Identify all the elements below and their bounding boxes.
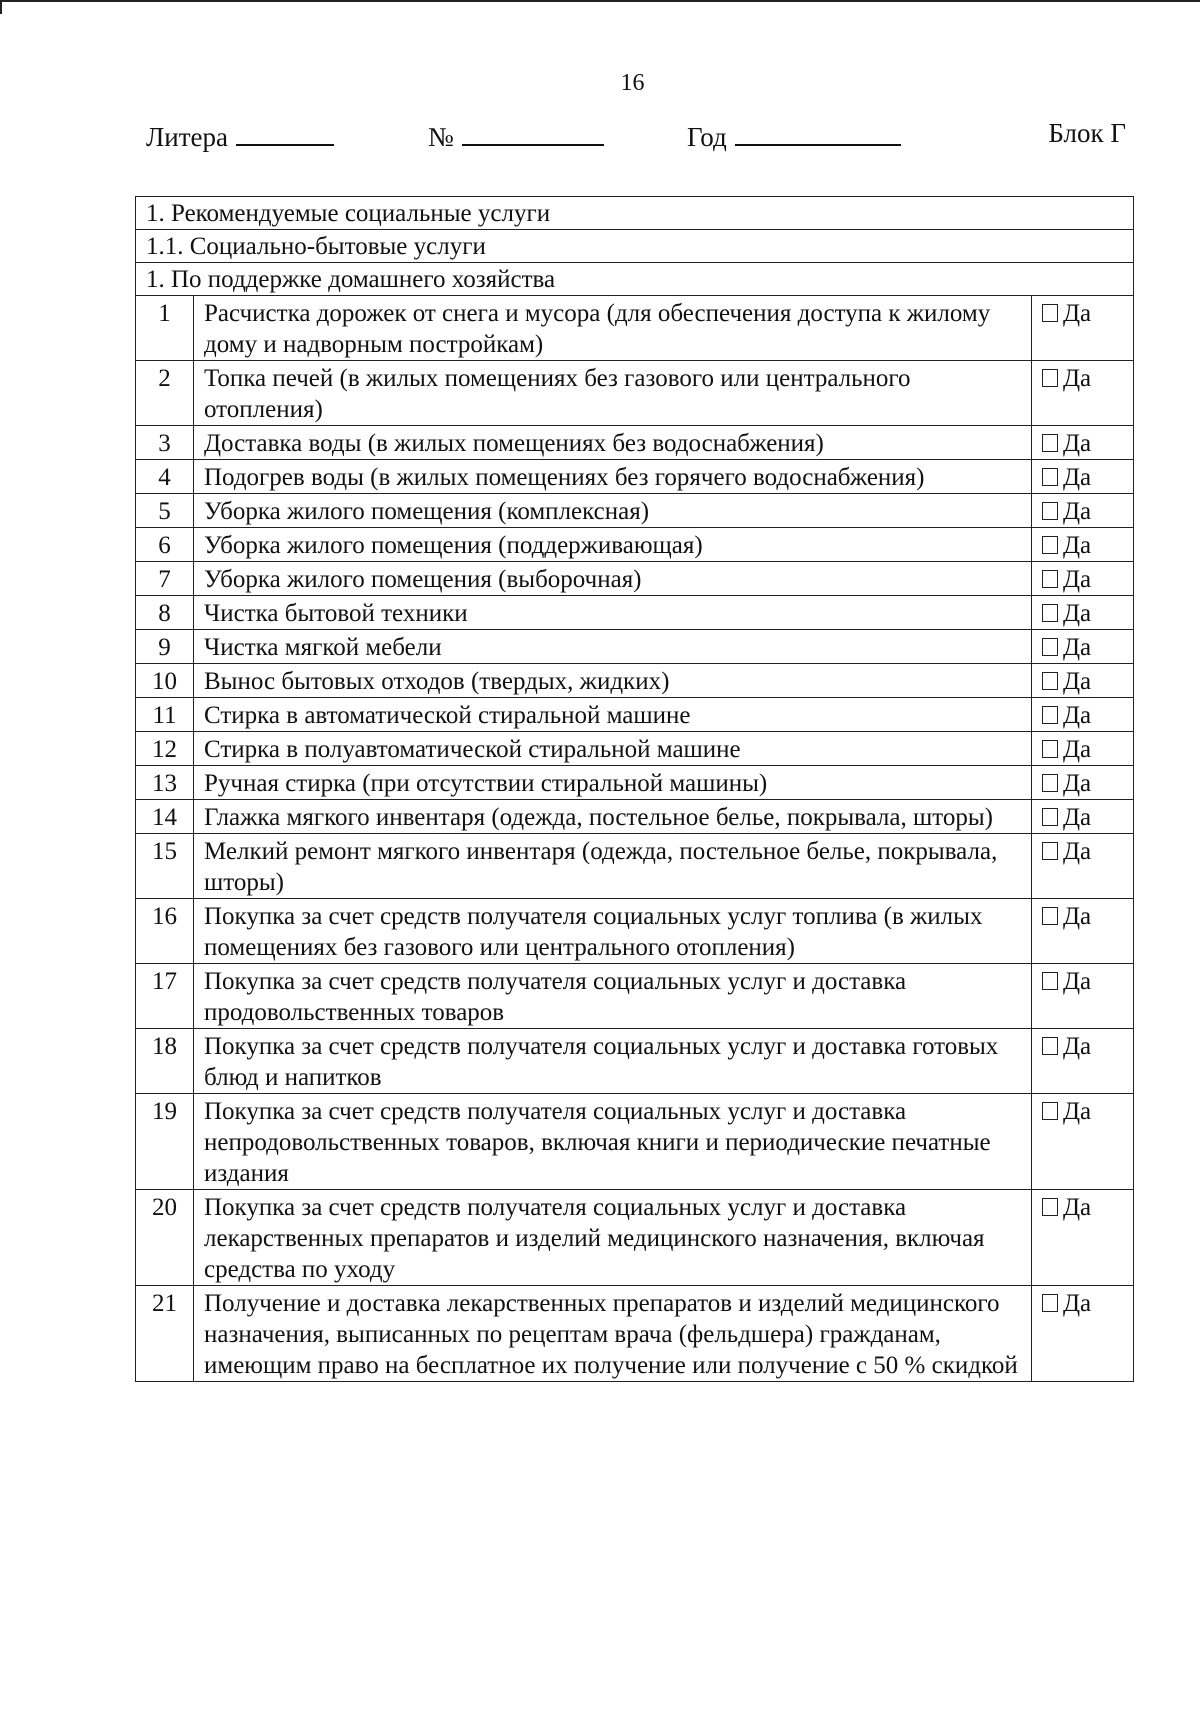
scan-top-edge xyxy=(0,0,1200,2)
table-row xyxy=(136,800,1134,834)
service-name: Уборка жилого помещения (поддерживающая) xyxy=(194,528,1032,562)
checkbox-icon[interactable] xyxy=(1042,1037,1058,1055)
checkbox-icon[interactable] xyxy=(1042,570,1058,588)
table-row xyxy=(136,361,1134,426)
yes-option[interactable] xyxy=(1032,296,1134,361)
litera-label: Литера xyxy=(146,122,229,152)
yes-option[interactable] xyxy=(1032,698,1134,732)
section-row xyxy=(136,263,1134,296)
checkbox-icon[interactable] xyxy=(1042,842,1058,860)
service-name: Покупка за счет средств получателя социальных услуг и доставка лекарственных препаратов и изделий медицинского назначения, включая средства по уходу xyxy=(194,1190,1032,1286)
yes-label: Да xyxy=(1063,430,1092,457)
row-number: 7 xyxy=(136,562,194,596)
row-number: 5 xyxy=(136,494,194,528)
yes-label: Да xyxy=(1063,702,1092,729)
yes-label: Да xyxy=(1063,464,1092,491)
service-name: Стирка в автоматической стиральной машине xyxy=(194,698,1032,732)
row-number: 10 xyxy=(136,664,194,698)
row-number: 20 xyxy=(136,1190,194,1286)
row-number: 4 xyxy=(136,460,194,494)
service-name: Покупка за счет средств получателя социальных услуг топлива (в жилых помещениях без газового или центрального отопления) xyxy=(194,899,1032,964)
section-social-household: 1.1. Социально-бытовые услуги xyxy=(136,230,1134,263)
table-row xyxy=(136,528,1134,562)
table-row xyxy=(136,296,1134,361)
table-row xyxy=(136,766,1134,800)
number-label: № xyxy=(428,122,454,152)
service-name: Вынос бытовых отходов (твердых, жидких) xyxy=(194,664,1032,698)
service-name: Расчистка дорожек от снега и мусора (для обеспечения доступа к жилому дому и надворным постройкам) xyxy=(194,296,1032,361)
section-household-support: 1. По поддержке домашнего хозяйства xyxy=(136,263,1134,296)
checkbox-icon[interactable] xyxy=(1042,706,1058,724)
yes-label: Да xyxy=(1063,804,1092,831)
service-name: Глажка мягкого инвентаря (одежда, постельное белье, покрывала, шторы) xyxy=(194,800,1032,834)
litera-blank[interactable] xyxy=(236,118,334,146)
checkbox-icon[interactable] xyxy=(1042,1294,1058,1312)
service-name: Покупка за счет средств получателя социальных услуг и доставка готовых блюд и напитков xyxy=(194,1029,1032,1094)
yes-option[interactable] xyxy=(1032,766,1134,800)
yes-option[interactable] xyxy=(1032,562,1134,596)
service-name: Покупка за счет средств получателя социальных услуг и доставка продовольственных товаров xyxy=(194,964,1032,1029)
table-row xyxy=(136,562,1134,596)
checkbox-icon[interactable] xyxy=(1042,1102,1058,1120)
service-name: Получение и доставка лекарственных препаратов и изделий медицинского назначения, выписанных по рецептам врача (фельдшера) гражданам, имеющим право на бесплатное их получение или получение с 50 % скидкой xyxy=(194,1286,1032,1382)
checkbox-icon[interactable] xyxy=(1042,604,1058,622)
number-blank[interactable] xyxy=(462,118,604,146)
table-row xyxy=(136,1029,1134,1094)
yes-option[interactable] xyxy=(1032,596,1134,630)
yes-label: Да xyxy=(1063,498,1092,525)
yes-label: Да xyxy=(1063,634,1092,661)
yes-label: Да xyxy=(1063,1194,1092,1221)
row-number: 14 xyxy=(136,800,194,834)
row-number: 21 xyxy=(136,1286,194,1382)
service-name: Чистка мягкой мебели xyxy=(194,630,1032,664)
table-row xyxy=(136,698,1134,732)
service-name: Подогрев воды (в жилых помещениях без горячего водоснабжения) xyxy=(194,460,1032,494)
service-name: Стирка в полуавтоматической стиральной машине xyxy=(194,732,1032,766)
litera-field xyxy=(146,118,334,153)
row-number: 9 xyxy=(136,630,194,664)
table-row xyxy=(136,426,1134,460)
checkbox-icon[interactable] xyxy=(1042,369,1058,387)
page-number: 16 xyxy=(620,70,645,96)
yes-option[interactable] xyxy=(1032,1029,1134,1094)
yes-label: Да xyxy=(1063,1098,1092,1125)
yes-label: Да xyxy=(1063,532,1092,559)
yes-option[interactable] xyxy=(1032,964,1134,1029)
yes-label: Да xyxy=(1063,668,1092,695)
services-table-body xyxy=(136,197,1134,1382)
row-number: 13 xyxy=(136,766,194,800)
table-row xyxy=(136,664,1134,698)
yes-option[interactable] xyxy=(1032,460,1134,494)
yes-label: Да xyxy=(1063,968,1092,995)
row-number: 18 xyxy=(136,1029,194,1094)
form-header xyxy=(146,118,1126,152)
yes-option[interactable] xyxy=(1032,1190,1134,1286)
yes-option[interactable] xyxy=(1032,361,1134,426)
yes-label: Да xyxy=(1063,566,1092,593)
yes-label: Да xyxy=(1063,838,1092,865)
service-name: Мелкий ремонт мягкого инвентаря (одежда, постельное белье, покрывала, шторы) xyxy=(194,834,1032,899)
table-row xyxy=(136,899,1134,964)
table-row xyxy=(136,596,1134,630)
yes-option[interactable] xyxy=(1032,732,1134,766)
year-field xyxy=(687,118,901,153)
table-row xyxy=(136,964,1134,1029)
section-row xyxy=(136,230,1134,263)
yes-option[interactable] xyxy=(1032,899,1134,964)
row-number: 15 xyxy=(136,834,194,899)
checkbox-icon[interactable] xyxy=(1042,808,1058,826)
table-row xyxy=(136,732,1134,766)
yes-label: Да xyxy=(1063,770,1092,797)
yes-label: Да xyxy=(1063,300,1092,327)
row-number: 8 xyxy=(136,596,194,630)
block-label: Блок Г xyxy=(1048,118,1126,148)
service-name: Покупка за счет средств получателя социальных услуг и доставка непродовольственных товаров, включая книги и периодические печатные издания xyxy=(194,1094,1032,1190)
service-name: Доставка воды (в жилых помещениях без водоснабжения) xyxy=(194,426,1032,460)
yes-option[interactable] xyxy=(1032,664,1134,698)
yes-label: Да xyxy=(1063,736,1092,763)
yes-label: Да xyxy=(1063,1033,1092,1060)
row-number: 1 xyxy=(136,296,194,361)
service-name: Уборка жилого помещения (комплексная) xyxy=(194,494,1032,528)
year-label: Год xyxy=(687,122,727,152)
yes-label: Да xyxy=(1063,1290,1092,1317)
section-recommended: 1. Рекомендуемые социальные услуги xyxy=(136,197,1134,230)
yes-label: Да xyxy=(1063,600,1092,627)
yes-option[interactable] xyxy=(1032,834,1134,899)
checkbox-icon[interactable] xyxy=(1042,907,1058,925)
row-number: 2 xyxy=(136,361,194,426)
table-row xyxy=(136,1094,1134,1190)
checkbox-icon[interactable] xyxy=(1042,638,1058,656)
checkbox-icon[interactable] xyxy=(1042,672,1058,690)
table-row xyxy=(136,834,1134,899)
table-row xyxy=(136,1190,1134,1286)
table-row xyxy=(136,1286,1134,1382)
service-name: Ручная стирка (при отсутствии стиральной машины) xyxy=(194,766,1032,800)
checkbox-icon[interactable] xyxy=(1042,536,1058,554)
yes-option[interactable] xyxy=(1032,800,1134,834)
year-blank[interactable] xyxy=(735,118,901,146)
yes-option[interactable] xyxy=(1032,1094,1134,1190)
row-number: 11 xyxy=(136,698,194,732)
section-row xyxy=(136,197,1134,230)
row-number: 19 xyxy=(136,1094,194,1190)
checkbox-icon[interactable] xyxy=(1042,468,1058,486)
yes-option[interactable] xyxy=(1032,1286,1134,1382)
checkbox-icon[interactable] xyxy=(1042,774,1058,792)
table-row xyxy=(136,630,1134,664)
checkbox-icon[interactable] xyxy=(1042,304,1058,322)
yes-label: Да xyxy=(1063,365,1092,392)
table-row xyxy=(136,460,1134,494)
services-table xyxy=(135,196,1134,1382)
row-number: 12 xyxy=(136,732,194,766)
row-number: 3 xyxy=(136,426,194,460)
yes-option[interactable] xyxy=(1032,528,1134,562)
service-name: Чистка бытовой техники xyxy=(194,596,1032,630)
checkbox-icon[interactable] xyxy=(1042,434,1058,452)
row-number: 16 xyxy=(136,899,194,964)
yes-label: Да xyxy=(1063,903,1092,930)
yes-option[interactable] xyxy=(1032,630,1134,664)
checkbox-icon[interactable] xyxy=(1042,740,1058,758)
yes-option[interactable] xyxy=(1032,494,1134,528)
number-field xyxy=(428,118,604,153)
yes-option[interactable] xyxy=(1032,426,1134,460)
service-name: Уборка жилого помещения (выборочная) xyxy=(194,562,1032,596)
checkbox-icon[interactable] xyxy=(1042,1198,1058,1216)
scan-corner-mark xyxy=(0,0,2,14)
table-row xyxy=(136,494,1134,528)
row-number: 17 xyxy=(136,964,194,1029)
checkbox-icon[interactable] xyxy=(1042,502,1058,520)
checkbox-icon[interactable] xyxy=(1042,972,1058,990)
row-number: 6 xyxy=(136,528,194,562)
service-name: Топка печей (в жилых помещениях без газового или центрального отопления) xyxy=(194,361,1032,426)
